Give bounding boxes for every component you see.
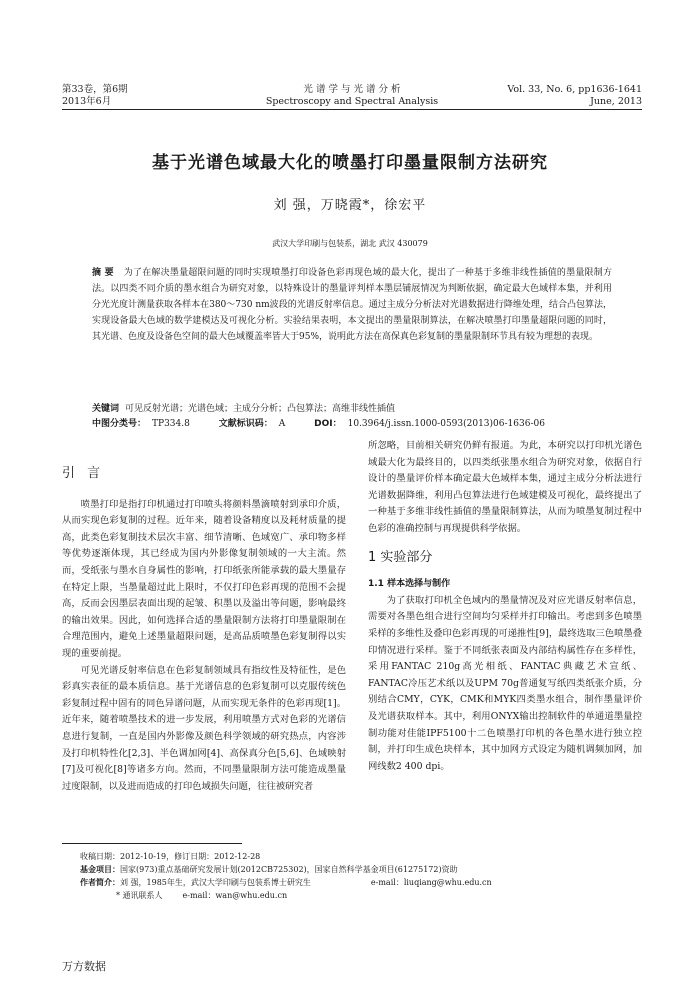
footnotes bbox=[80, 850, 640, 902]
footnote-fund bbox=[80, 863, 640, 876]
clc-label: 中图分类号： bbox=[92, 419, 147, 429]
header-vol-date: June, 2013 bbox=[590, 96, 642, 107]
intro-heading: 引 言 bbox=[62, 466, 105, 481]
paper-title: 基于光谱色域最大化的喷墨打印墨量限制方法研究 bbox=[152, 153, 548, 173]
body-column-left bbox=[62, 438, 346, 795]
doc-code-value: A bbox=[278, 419, 286, 429]
classification-line bbox=[92, 417, 632, 431]
section-1-1-heading: 1.1 样本选择与制作 bbox=[368, 579, 451, 590]
clc-item bbox=[92, 419, 190, 429]
corr-email: e-mail：wan@whu.edu.cn bbox=[182, 891, 288, 900]
author-label: 作者简介： bbox=[80, 878, 120, 887]
fund-label: 基金项目： bbox=[80, 865, 120, 874]
watermark-text: 万方数据 bbox=[62, 960, 106, 973]
corr-text: * 通讯联系人 bbox=[116, 891, 163, 900]
abstract-text: 为了在解决墨量超限问题的同时实现喷墨打印设备色彩再现色域的最大化，提出了一种基于多维非线性插值的墨量限制方法。以四类不同介质的墨水组合为研究对象，以特殊设计的墨量评判样本墨层铺展情况为判断依据，确定最大色域样本集，并利用分光光度计测量获取各样本在380～730 nm波段的光谱反射率信息。通过主成分分析法对光谱数据进行降维处理，结合凸包算法，实现设备最大色域的数学建模达及可视化分析。实验结果表明，本文提出的墨量限制算法，在解决喷墨打印墨量超限问题的同时，其光谱、色度及设备色空间的最大色域覆盖率皆大于95%，说明此方法在高保真色彩复制的墨量限制环节具有较为理想的表现。 bbox=[92, 268, 612, 342]
paper-affiliation: 武汉大学印刷与包装系，湖北 武汉 430079 bbox=[272, 239, 428, 248]
header-date: 2013年6月 bbox=[62, 96, 112, 107]
doc-code-item bbox=[219, 419, 286, 429]
author-text: 刘 强，1985年生，武汉大学印刷与包装系博士研究生 bbox=[120, 878, 311, 887]
footnote-rule bbox=[62, 843, 242, 844]
header-volinfo-block bbox=[507, 84, 642, 108]
header-journal-en: Spectroscopy and Spectral Analysis bbox=[265, 96, 439, 107]
footnote-author bbox=[80, 876, 640, 889]
paper-authors: 刘 强，万晓霞*，徐宏平 bbox=[273, 198, 427, 213]
doi-item bbox=[314, 419, 545, 429]
header-vol-info: Vol. 33, No. 6, pp1636-1641 bbox=[507, 84, 642, 95]
footnote-received: 收稿日期：2012-10-19，修订日期：2012-12-28 bbox=[80, 852, 261, 861]
footnote-correspondence bbox=[80, 889, 640, 902]
intro-paragraph-2: 可见光谱反射率信息在色彩复制领域具有指纹性及特征性，是色彩真实表征的最本质信息。基于光谱信息的色彩复制可以克服传统色彩复制过程中固有的同色异谱问题，从而实现无条件的色彩再现[1]。近年来，随着喷墨技术的进一步发展，利用喷墨方式对色彩的光谱信息进行复制，一直是国内外影像及颜色科学领域的研究热点，内容涉及打印机特性化[2,3]、半色调加网[4]、高保真分色[5,6]、色域映射[7]及可视化[8]等诸多方向。然而，不同墨量限制方法可能造成墨量过度限制，以及进而造成的打印色域损失问题，往往被研究者 bbox=[62, 664, 346, 792]
intro-paragraph-1: 喷墨打印是指打印机通过打印喷头将颜料墨滴喷射到承印介质，从而实现色彩复制的过程。近年来，随着设备精度以及耗材质量的提高，此类色彩复制技术层次丰富、细节清晰、色域宽广、承印物多样等优势逐渐体现，其已经成为国内外影像复制领域的一大主流。然而，受纸张与墨水自身属性的影响，打印纸张所能承载的最大墨量存在特定上限，当墨量超过此上限时，不仅打印色彩再现的范围不会提高，反而会因墨层表面出现的起皱、积墨以及溢出等问题，影响最终的输出效果。因此，如何选择合适的墨量限制方法将打印墨量限制在合理范围内，避免上述墨量超限问题，是高品质喷墨色彩复制得以实现的重要前提。 bbox=[62, 498, 346, 659]
doc-code-label: 文献标识码： bbox=[218, 419, 273, 429]
header-volume: 第33卷，第6期 bbox=[62, 84, 128, 95]
header-journal-cn: 光 谱 学 与 光 谱 分 析 bbox=[303, 84, 401, 95]
abstract-label: 摘 要 bbox=[92, 268, 114, 278]
doi-label: DOI： bbox=[314, 419, 342, 429]
keywords bbox=[92, 402, 622, 416]
doi-value: 10.3964/j.issn.1000-0593(2013)06-1636-06 bbox=[347, 419, 545, 429]
keywords-label: 关键词 bbox=[92, 404, 120, 414]
header-rule bbox=[62, 109, 642, 110]
section-1-heading: 1 实验部分 bbox=[368, 549, 433, 565]
author-email: e-mail：liuqiang@whu.edu.cn bbox=[370, 878, 492, 887]
keywords-text: 可见反射光谱；光谱色域；主成分分析；凸包算法；高维非线性插值 bbox=[125, 404, 396, 414]
clc-value: TP334.8 bbox=[152, 419, 190, 429]
section-1-1-paragraph: 为了获取打印机全色域内的墨量情况及对应光谱反射率信息，需要对各墨色组合进行空间均匀采样并打印输出。考虑到多色喷墨采样的多维性及叠印色彩再现的可递推性[9]，最终选取三色喷墨叠印情况进行采样。鉴于不同纸张表面及内部结构属性存在多样性，采用FANTAC 210g高光相纸、FANTAC典藏艺术宣纸、FANTAC冷压艺术纸以及UPM 70g普通复写纸四类纸张介质，分别结合CMY，CYK，CMK和MYK四类墨水组合，制作墨量评价及光谱获取样本。其中，利用ONYX输出控制软件的单通道墨量控制功能对佳能IPF5100十二色喷墨打印机的各色墨水进行独立控制，并打印生成色块样本，其中加网方式设定为随机调频加网，加网线数2 400 dpi。 bbox=[368, 594, 642, 772]
abstract bbox=[92, 265, 612, 345]
fund-text: 国家(973)重点基础研究发展计划(2012CB725302)，国家自然科学基金项目(61275172)资助 bbox=[120, 865, 458, 874]
body-column-right bbox=[368, 438, 642, 775]
intro-continuation: 所忽略，目前相关研究仍鲜有报道。为此，本研究以打印机光谱色域最大化为最终目的，以四类纸张墨水组合为研究对象，依据自行设计的墨量评价样本确定最大色域样本集，通过主成分分析法进行光谱数据降维，利用凸包算法进行色域建模及可视化，最终提出了一种基于多维非线性插值的墨量限制算法，从而为喷墨复制过程中色彩的准确控制与再现提供科学依据。 bbox=[368, 440, 642, 534]
